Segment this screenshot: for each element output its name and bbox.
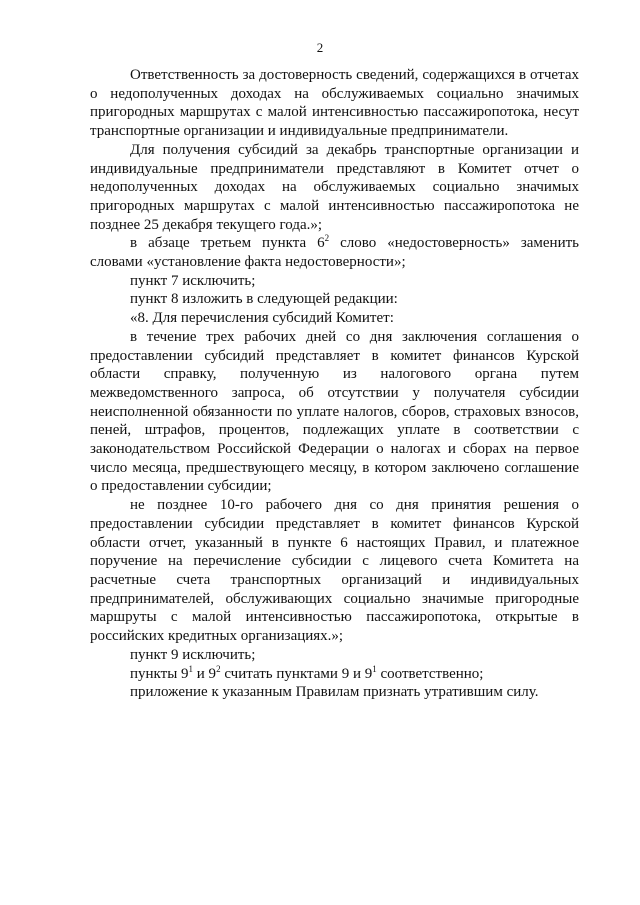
paragraph-december-subsidies: Для получения субсидий за декабрь транспортные организации и индивидуальные предприниматели представляют в Комитет отчет о недополученных доходах на обслуживаемых социально значимых пригородных маршрутах с малой интенсивностью пассажиропотока не позднее 25 декабря текущего года.»; xyxy=(90,141,579,233)
superscript-1: 1 xyxy=(372,663,377,674)
superscript-2: 2 xyxy=(324,233,330,244)
paragraph-point-8-heading: «8. Для перечисления субсидий Комитет: xyxy=(130,310,394,327)
page-number: 2 xyxy=(316,40,324,55)
paragraph-responsibility: Ответственность за достоверность сведений, содержащихся в отчетах о недополученных доходах на обслуживаемых социально значимых пригородных маршрутах с малой интенсивностью пассажиропотока, несут транспортные организации и индивидуальные предприниматели. xyxy=(90,67,579,140)
paragraph-amend-text-a: в абзаце третьем пункта 6 xyxy=(130,235,325,252)
paragraph-appendix-void: приложение к указанным Правилам признать утратившим силу. xyxy=(130,684,539,701)
paragraph-amend-point-6-2 xyxy=(90,234,579,271)
paragraph-three-working-days: в течение трех рабочих дней со дня заключения соглашения о предоставлении субсидий представляет в комитет финансов Курской области справку, полученную из налогового органа путем межведомственного запроса, об отсутствии у получателя субсидии неисполненной обязанности по уплате налогов, сборов, страховых взносов, пеней, штрафов, процентов, подлежащих уплате в соответствии с законодательством Российской Федерации о налогах и сборах на первое число месяца, предшествующего месяцу, в котором заключено соглашение о предоставлении субсидии; xyxy=(90,328,579,495)
paragraph-renumber-points xyxy=(90,665,579,684)
renumber-text-c: считать пунктами 9 и 9 xyxy=(220,665,373,682)
paragraph-point-7-exclude: пункт 7 исключить; xyxy=(130,272,256,289)
renumber-text-d: соответственно; xyxy=(376,665,484,682)
renumber-text-a: пункты 9 xyxy=(130,665,189,682)
document-body xyxy=(90,66,579,702)
paragraph-point-9-exclude: пункт 9 исключить; xyxy=(130,646,256,663)
paragraph-point-8-edit: пункт 8 изложить в следующей редакции: xyxy=(130,291,398,308)
superscript-1: 1 xyxy=(188,663,194,674)
renumber-text-b: и 9 xyxy=(193,665,217,682)
paragraph-tenth-working-day: не позднее 10-го рабочего дня со дня принятия решения о предоставлении субсидии представляет в комитет финансов Курской области отчет, указанный в пункте 6 настоящих Правил, и платежное поручение на перечисление субсидии с лицевого счета Комитета на расчетные счета транспортных организаций и индивидуальных предпринимателей, обслуживающих социально значимые пригородные маршруты с малой интенсивностью пассажиропотока, открытые в российских кредитных организациях.»; xyxy=(90,497,579,645)
paragraph-amend-text-b: слово «недостоверность» заменить словами «установление факта недостоверности»; xyxy=(90,235,580,271)
superscript-2: 2 xyxy=(216,663,221,674)
